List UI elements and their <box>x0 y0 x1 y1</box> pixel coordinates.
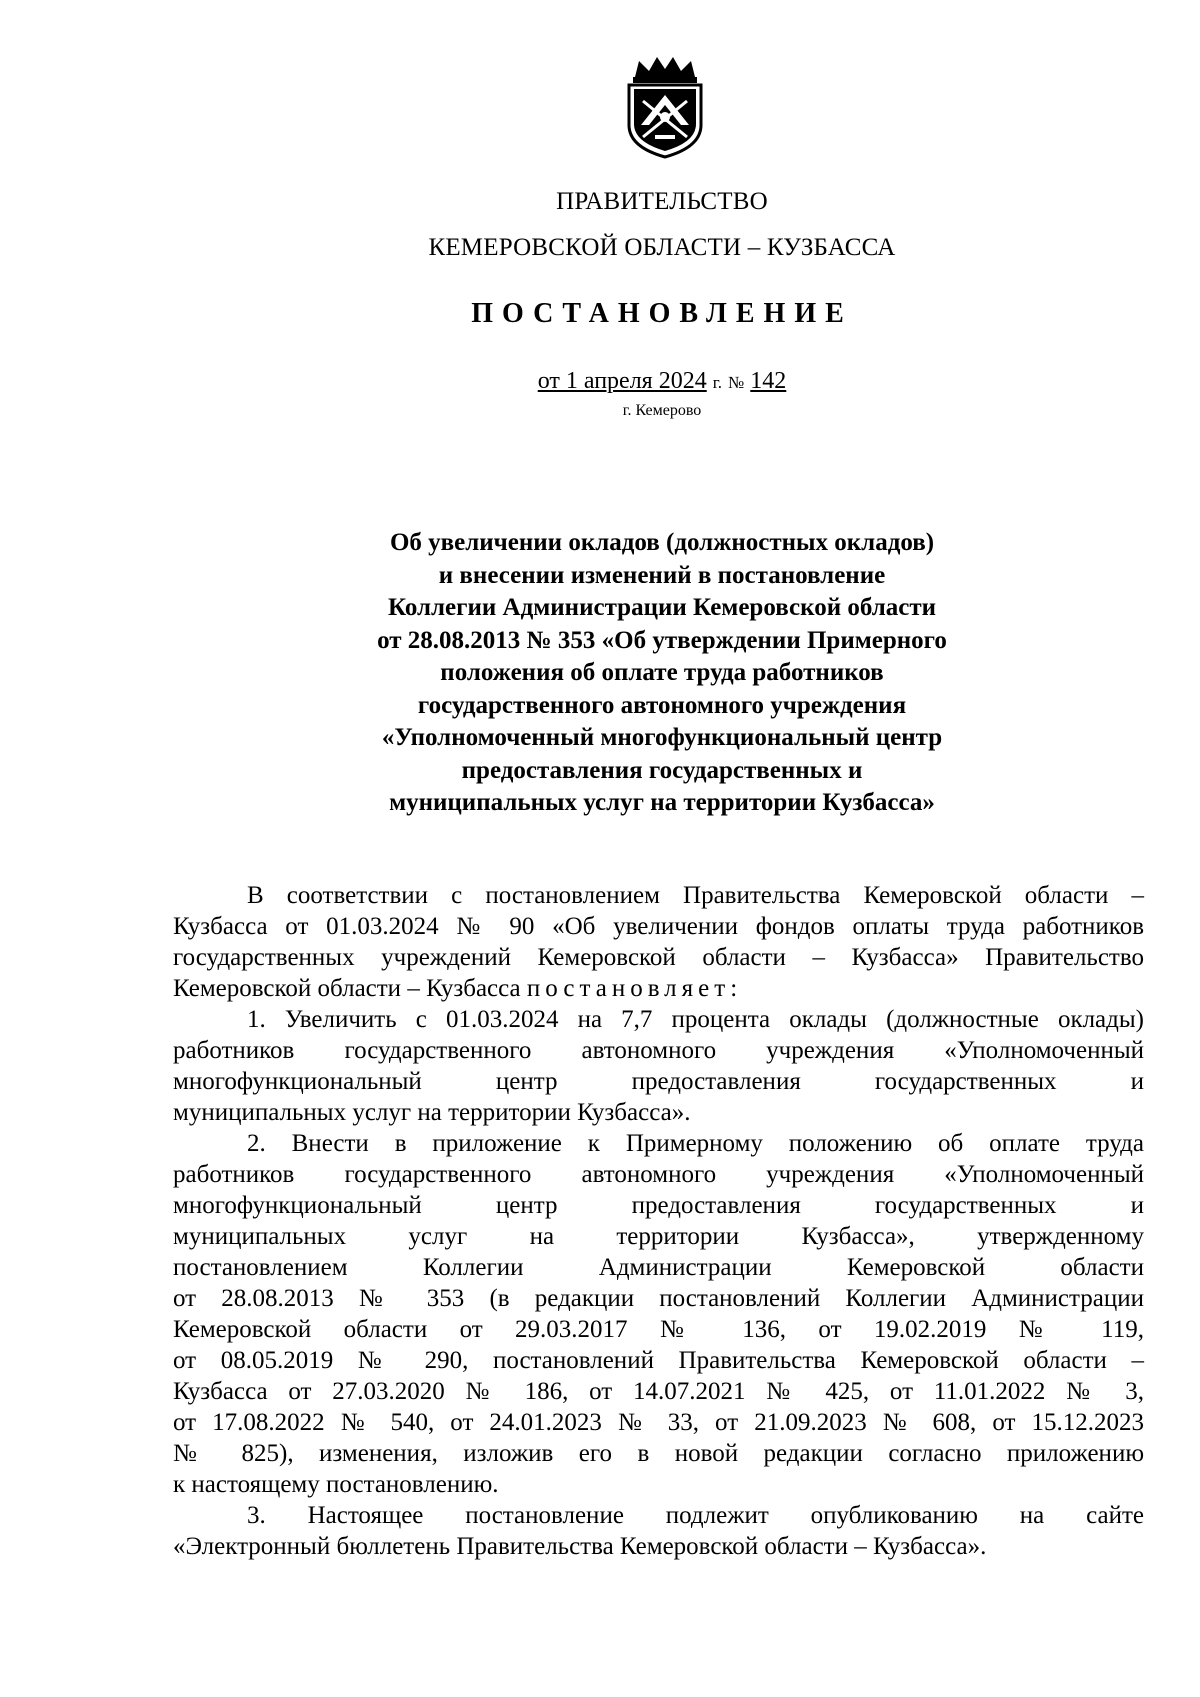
spaced-verb: постановляет <box>526 975 731 1002</box>
item-2-line: многофункциональный центр предоставления государственных и <box>173 1192 1144 1219</box>
title-line: Об увеличении окладов (должностных окладов) <box>389 529 935 556</box>
title-line: предоставления государственных и <box>461 756 863 784</box>
item-2-line: Кемеровской области от 29.03.2017 № 136, от 19.02.2019 № 119, <box>173 1316 1144 1343</box>
item-2-line: № 825), изменения, изложив его в новой редакции согласно приложению <box>173 1440 1144 1467</box>
document-number: 142 <box>750 368 787 394</box>
item-2-line: постановлением Коллегии Администрации Кемеровской области <box>173 1254 1144 1281</box>
item-1-line: работников государственного автономного учреждения «Уполномоченный <box>173 1037 1144 1064</box>
city-name: г. Кемерово <box>622 402 702 419</box>
number-sign: № <box>728 373 745 392</box>
preamble-last-prefix: Кемеровской области – Кузбасса <box>173 975 527 1002</box>
title-line: Коллегии Администрации Кемеровской области <box>387 594 937 621</box>
preamble-last-suffix: : <box>730 975 738 1002</box>
year-suffix: г. <box>712 373 723 392</box>
item-2-line: 2. Внести в приложение к Примерному положению об оплате труда <box>247 1130 1144 1157</box>
date-number-line <box>62 368 1200 395</box>
title-line: «Уполномоченный многофункциональный центр <box>381 724 943 751</box>
item-2-line: муниципальных услуг на территории Кузбасса», утвержденному <box>173 1223 1144 1250</box>
preamble-line: В соответствии с постановлением Правительства Кемеровской области – <box>247 882 1144 909</box>
item-1-line: многофункциональный центр предоставления государственных и <box>173 1068 1144 1095</box>
document-date: от 1 апреля 2024 <box>537 368 707 394</box>
title-line: и внесении изменений в постановление <box>438 561 886 589</box>
title-line: муниципальных услуг на территории Кузбасса» <box>389 789 935 816</box>
item-2-line: работников государственного автономного учреждения «Уполномоченный <box>173 1161 1144 1188</box>
item-3-line: 3. Настоящее постановление подлежит опубликованию на сайте <box>247 1502 1144 1529</box>
title-line: от 28.08.2013 № 353 «Об утверждении Примерного <box>377 626 947 654</box>
preamble-line: Кузбасса от 01.03.2024 № 90 «Об увеличении фондов оплаты труда работников <box>173 913 1144 940</box>
document-type: ПОСТАНОВЛЕНИЕ <box>471 298 853 329</box>
title-line: положения об оплате труда работников <box>440 659 884 686</box>
preamble-line: государственных учреждений Кемеровской области – Кузбасса» Правительство <box>173 944 1144 971</box>
item-3-line: «Электронный бюллетень Правительства Кемеровской области – Кузбасса». <box>173 1533 987 1560</box>
preamble-last-line <box>173 973 1144 1004</box>
item-1-line: муниципальных услуг на территории Кузбасса». <box>173 1099 691 1126</box>
item-2-line: Кузбасса от 27.03.2020 № 186, от 14.07.2021 № 425, от 11.01.2022 № 3, <box>173 1378 1144 1405</box>
government-name-line-2: КЕМЕРОВСКОЙ ОБЛАСТИ – КУЗБАССА <box>428 234 896 261</box>
government-name-line-1: ПРАВИТЕЛЬСТВО <box>556 188 768 215</box>
item-2-line: от 17.08.2022 № 540, от 24.01.2023 № 33, от 21.09.2023 № 608, от 15.12.2023 <box>173 1409 1144 1436</box>
item-2-line: к настоящему постановлению. <box>173 1471 499 1498</box>
document-title <box>200 527 1124 820</box>
coat-of-arms-emblem <box>621 55 709 159</box>
title-line: государственного автономного учреждения <box>417 691 907 719</box>
item-2-line: от 28.08.2013 № 353 (в редакции постановлений Коллегии Администрации <box>173 1285 1144 1312</box>
item-1-line: 1. Увеличить с 01.03.2024 на 7,7 процента оклады (должностные оклады) <box>247 1006 1144 1033</box>
document-body <box>173 880 1144 1562</box>
item-2-line: от 08.05.2019 № 290, постановлений Правительства Кемеровской области – <box>173 1347 1144 1374</box>
